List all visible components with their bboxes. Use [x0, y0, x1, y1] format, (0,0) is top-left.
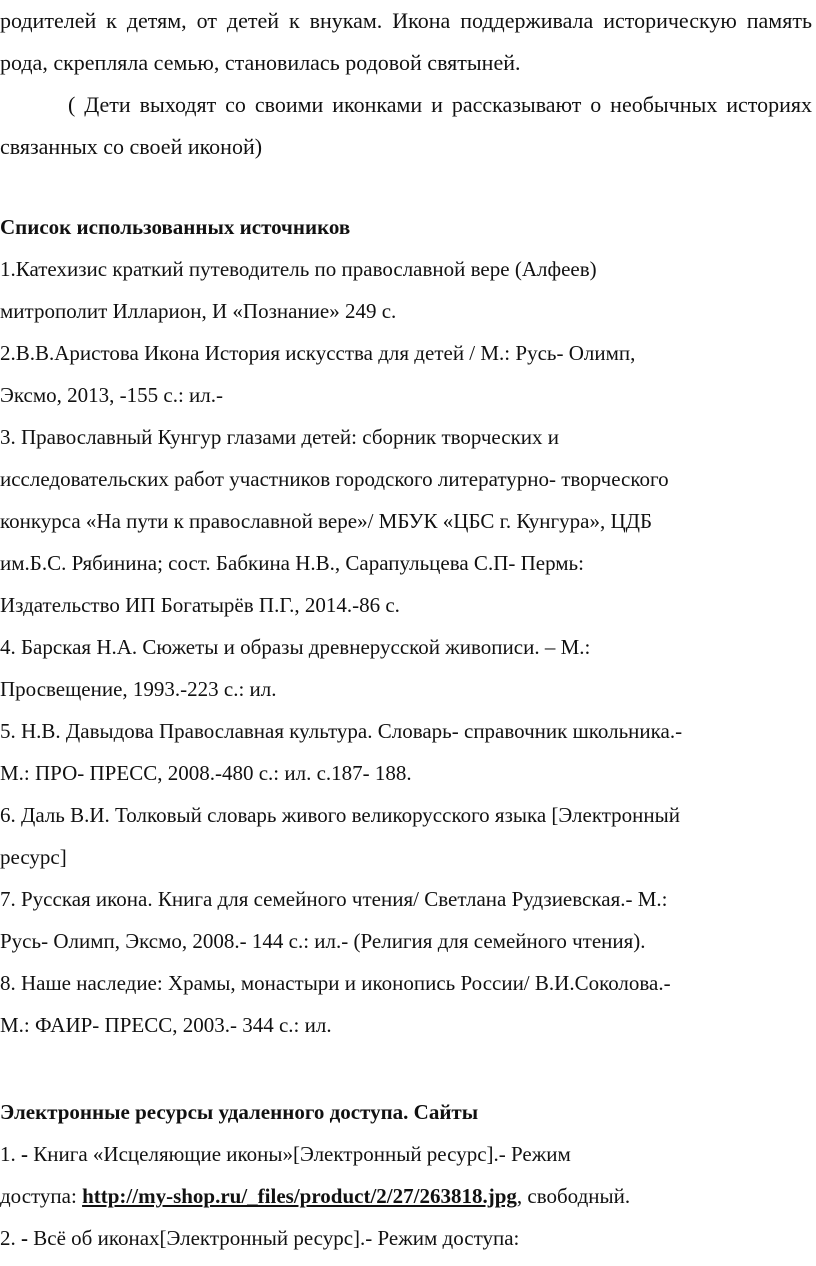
list-item: им.Б.С. Рябинина; сост. Бабкина Н.В., Сарапульцева С.П- Пермь: — [0, 551, 584, 575]
access-tail: , свободный. — [516, 1184, 631, 1208]
list-item: исследовательских работ участников городского литературно- творческого — [0, 467, 669, 491]
list-item: ресурс] — [0, 845, 67, 869]
list-item: 4. Барская Н.А. Сюжеты и образы древнерусской живописи. – М.: — [0, 635, 591, 659]
eresource-item-2 — [0, 1217, 812, 1259]
access-label: доступа: — [0, 1184, 83, 1208]
intro-paragraph: родителей к детям, от детей к внукам. Икона поддерживала историческую память рода, скрепляла семью, становилась родовой святыней. — [0, 8, 812, 75]
list-item: митрополит Илларион, И «Познание» 249 с. — [0, 299, 397, 323]
list-item: Просвещение, 1993.-223 с.: ил. — [0, 677, 277, 701]
eresources-heading: Электронные ресурсы удаленного доступа. Сайты — [0, 1100, 479, 1124]
list-item: 1.Катехизис краткий путеводитель по православной вере (Алфеев) — [0, 257, 597, 281]
list-item: М.: ПРО- ПРЕСС, 2008.-480 с.: ил. с.187- 188. — [0, 761, 412, 785]
item-number: 2. — [0, 1226, 16, 1250]
list-item: 6. Даль В.И. Толковый словарь живого великорусского языка [Электронный — [0, 803, 680, 827]
eresources-list — [0, 1133, 812, 1259]
list-item: 8. Наше наследие: Храмы, монастыри и иконопись России/ В.И.Соколова.- — [0, 971, 671, 995]
activity-note-paragraph: ( Дети выходят со своими иконками и рассказывают о необычных историях связанных со своей иконой) — [0, 92, 812, 159]
eresource-item-1 — [0, 1133, 812, 1175]
item-dash: - — [21, 1226, 28, 1250]
list-item: Русь- Олимп, Эксмо, 2008.- 144 с.: ил.- (Религия для семейного чтения). — [0, 929, 646, 953]
list-item: М.: ФАИР- ПРЕСС, 2003.- 344 с.: ил. — [0, 1013, 332, 1037]
list-item: 3. Православный Кунгур глазами детей: сборник творческих и — [0, 425, 560, 449]
item-number: 1. — [0, 1142, 16, 1166]
list-item: Издательство ИП Богатырёв П.Г., 2014.-86 с. — [0, 593, 400, 617]
list-item: конкурса «На пути к православной вере»/ МБУК «ЦБС г. Кунгура», ЦДБ — [0, 509, 653, 533]
list-item: 2.В.В.Аристова Икона История искусства для детей / М.: Русь- Олимп, — [0, 341, 636, 365]
list-item: 7. Русская икона. Книга для семейного чтения/ Светлана Рудзиевская.- М.: — [0, 887, 668, 911]
resource-link[interactable]: http://my-shop.ru/_files/product/2/27/263818.jpg — [82, 1184, 517, 1208]
list-item: Эксмо, 2013, -155 с.: ил.- — [0, 383, 224, 407]
list-item: 5. Н.В. Давыдова Православная культура. Словарь- справочник школьника.- — [0, 719, 683, 743]
item-dash: - — [21, 1142, 28, 1166]
eresource-item-1-access — [0, 1175, 812, 1217]
item-text: Книга «Исцеляющие иконы»[Электронный ресурс].- Режим — [28, 1142, 571, 1166]
item-text: Всё об иконах[Электронный ресурс].- Режим доступа: — [28, 1226, 520, 1250]
sources-heading: Список использованных источников — [0, 215, 351, 239]
sources-list — [0, 248, 812, 1046]
